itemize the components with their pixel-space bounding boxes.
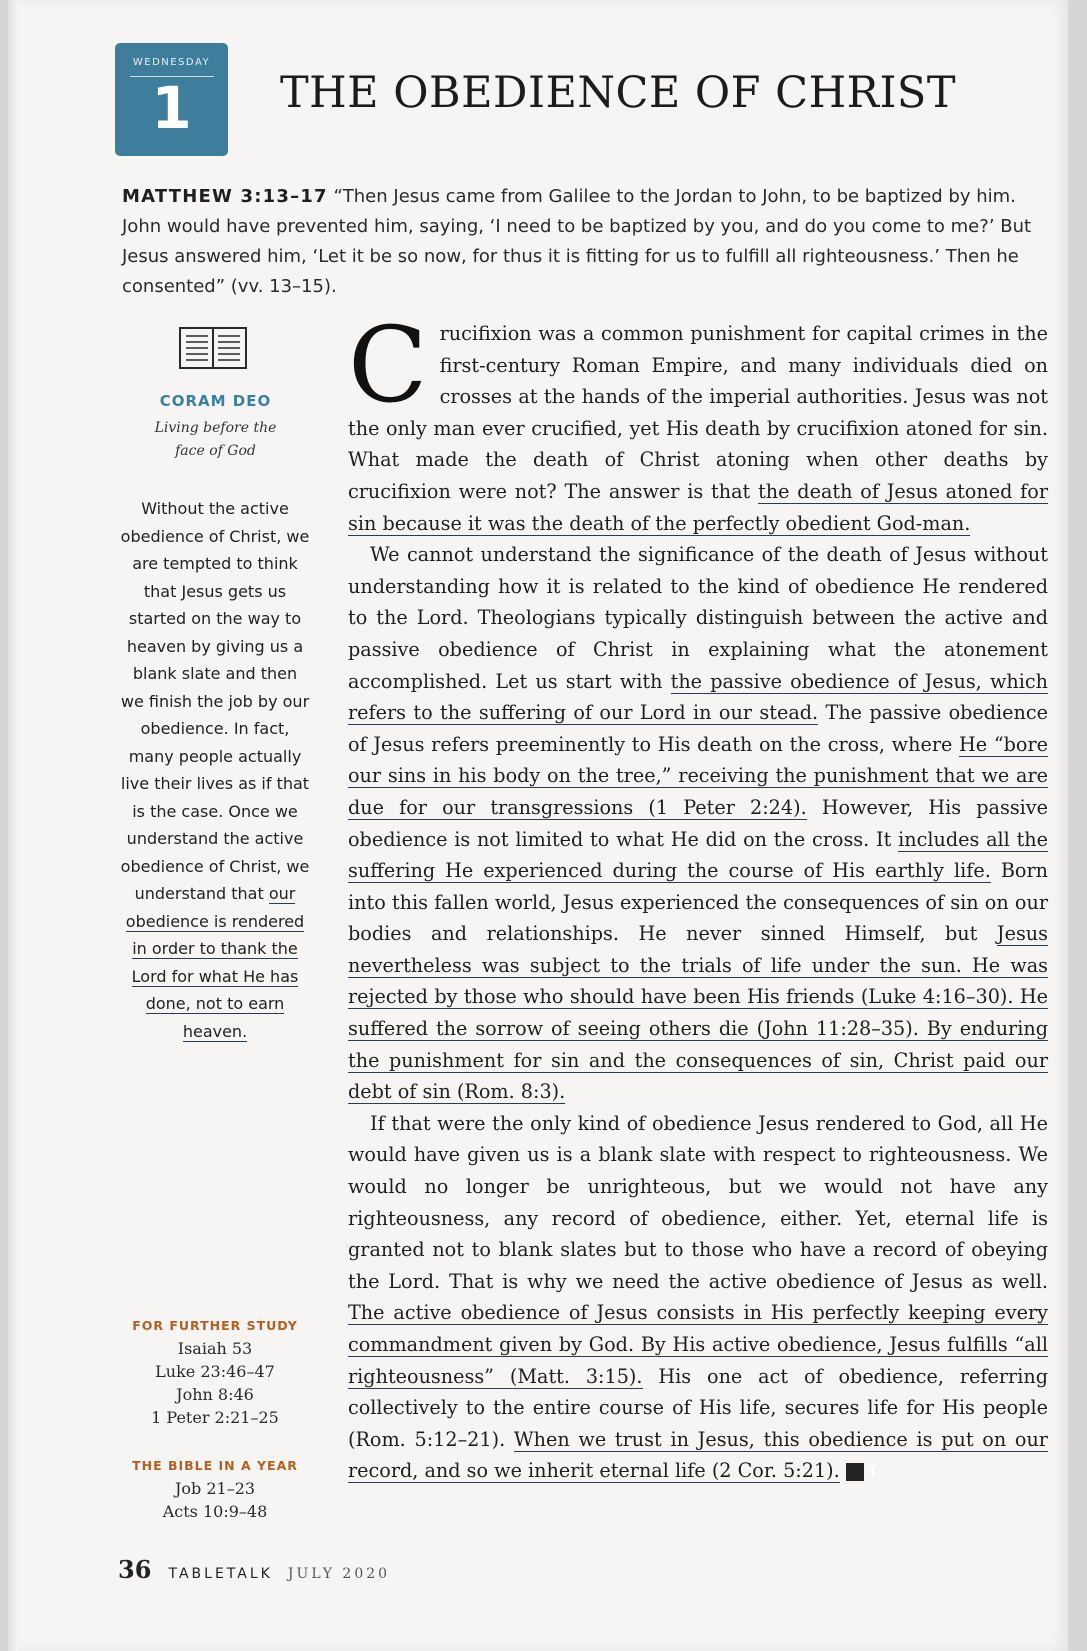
- further-study-ref: 1 Peter 2:21–25: [151, 1408, 279, 1427]
- article-paragraph: [348, 539, 1048, 1108]
- coram-deo-subheading-line1: Living before the: [154, 420, 277, 436]
- further-study-heading: FOR FURTHER STUDY: [132, 1318, 298, 1333]
- end-mark-icon: T: [846, 1463, 864, 1481]
- further-study-ref: Luke 23:46–47: [155, 1362, 275, 1381]
- page-gutter: [8, 0, 18, 1651]
- article-text: His one act of obedience, referring collectively to the entire course of His life, secures life for His people (Rom. 5:12–21).: [348, 1364, 1048, 1451]
- issue-date: JULY 2020: [287, 1566, 391, 1582]
- coram-deo-text-underlined: our obedience is rendered in order to thank the Lord for what He has done, not to earn heaven.: [125, 884, 305, 1041]
- bible-in-a-year: [120, 1458, 310, 1523]
- bible-in-a-year-ref: Job 21–23: [174, 1479, 256, 1498]
- coram-deo-subheading-line2: face of God: [175, 443, 256, 459]
- article-paragraph: [348, 1108, 1048, 1487]
- bible-in-a-year-ref: Acts 10:9–48: [162, 1502, 268, 1521]
- underlined-text: The active obedience of Jesus consists in His perfectly keeping every commandment given by God. By His active obedience, Jesus fulfills “all righteousness” (Matt. 3:15).: [348, 1301, 1048, 1388]
- coram-deo-subheading: [123, 417, 308, 463]
- coram-deo-heading: CORAM DEO: [159, 392, 272, 410]
- further-study: [120, 1318, 310, 1429]
- underlined-text: Jesus nevertheless was subject to the trials of life under the sun. He was rejected by those who should have been His friends (Luke 4:16–30). He suffered the sorrow of seeing others die (John 11:28–35). By enduring the punishment for sin and the consequences of sin, Christ paid our debt of sin (Rom. 8:3).: [348, 922, 1048, 1104]
- article-text: The passive obedience of Jesus refers preeminently to His death on the cross, where: [348, 701, 1048, 756]
- article-body: [348, 304, 1049, 1487]
- underlined-text: the passive obedience of Jesus, which refers to the suffering of our Lord in our stead.: [348, 669, 1048, 725]
- article-paragraph: [348, 304, 1048, 539]
- article-text: If that were the only kind of obedience Jesus rendered to God, all He would have given us is a blank slate with respect to righteousness. We would no longer be unrighteous, but we would not have any righteousness, any record of obedience, either. Yet, eternal life is granted not to blank slates but to those who have a record of obeying the Lord. That is why we need the active obedience of Jesus as well.: [348, 1111, 1048, 1293]
- magazine-page: [8, 0, 1068, 1651]
- coram-deo-text: [120, 495, 310, 1045]
- scripture-reference: MATTHEW 3:13–17: [122, 186, 328, 207]
- day-badge: [115, 43, 228, 156]
- scripture-passage: [122, 182, 1052, 302]
- underlined-text: includes all the suffering He experienced during the course of His earthly life.: [348, 827, 1048, 883]
- further-study-ref: John 8:46: [176, 1385, 254, 1404]
- page-title: THE OBEDIENCE OF CHRIST: [280, 68, 957, 118]
- scripture-text: “Then Jesus came from Galilee to the Jordan to John, to be baptized by him. John would have prevented him, saying, ‘I need to be baptized by you, and do you come to me?’ But Jesus answered him, ‘Let it be so now, for thus it is fitting for us to fulfill all righteousness.’ Then he consented” (vv. 13–15).: [122, 186, 1032, 297]
- article-text: rucifixion was a common punishment for capital crimes in the first-century Roman Empire, and many individuals died on crosses at the hands of the imperial authorities. Jesus was not the only man ever crucified, yet His death by crucifixion atoned for sin. What made the death of Christ atoning when other deaths by crucifixion were not? The answer is that: [348, 322, 1048, 503]
- underlined-text: When we trust in Jesus, this obedience is put on our record, and so we inherit eternal life (2 Cor. 5:21).: [348, 1427, 1048, 1483]
- bible-in-a-year-heading: THE BIBLE IN A YEAR: [132, 1458, 298, 1473]
- open-book-icon: [178, 324, 248, 372]
- underlined-text: the death of Jesus atoned for sin because it was the death of the perfectly obedient God-man.: [348, 479, 1048, 535]
- underlined-text: He “bore our sins in his body on the tree,” receiving the punishment that we are due for our transgressions (1 Peter 2:24).: [348, 732, 1049, 819]
- coram-deo-text-plain: Without the active obedience of Christ, we are tempted to think that Jesus gets us started on the way to heaven by giving us a blank slate and then we finish the job by our obedience. In fact, many people actually live their lives as if that is the case. Once we understand the active obedience of Christ, we understand that: [120, 499, 310, 903]
- further-study-ref: Isaiah 53: [177, 1339, 253, 1358]
- article-text: However, His passive obedience is not limited to what He did on the cross. It: [348, 795, 1048, 851]
- article-text: Born into this fallen world, Jesus experienced the consequences of sin on our bodies and relationships. He never sinned Himself, but: [348, 859, 1049, 946]
- drop-cap: C: [348, 304, 428, 426]
- weekday-label: WEDNESDAY: [132, 57, 211, 68]
- magazine-name: TABLETALK: [168, 1566, 273, 1582]
- day-number: 1: [151, 74, 192, 142]
- page-footer: [118, 1555, 390, 1584]
- page-number: 36: [118, 1555, 152, 1584]
- article-text: We cannot understand the significance of the death of Jesus without understanding how it is related to the kind of obedience He rendered to the Lord. Theologians typically distinguish between the active and passive obedience of Christ in explaining what the atonement accomplished. Let us start with: [348, 543, 1048, 693]
